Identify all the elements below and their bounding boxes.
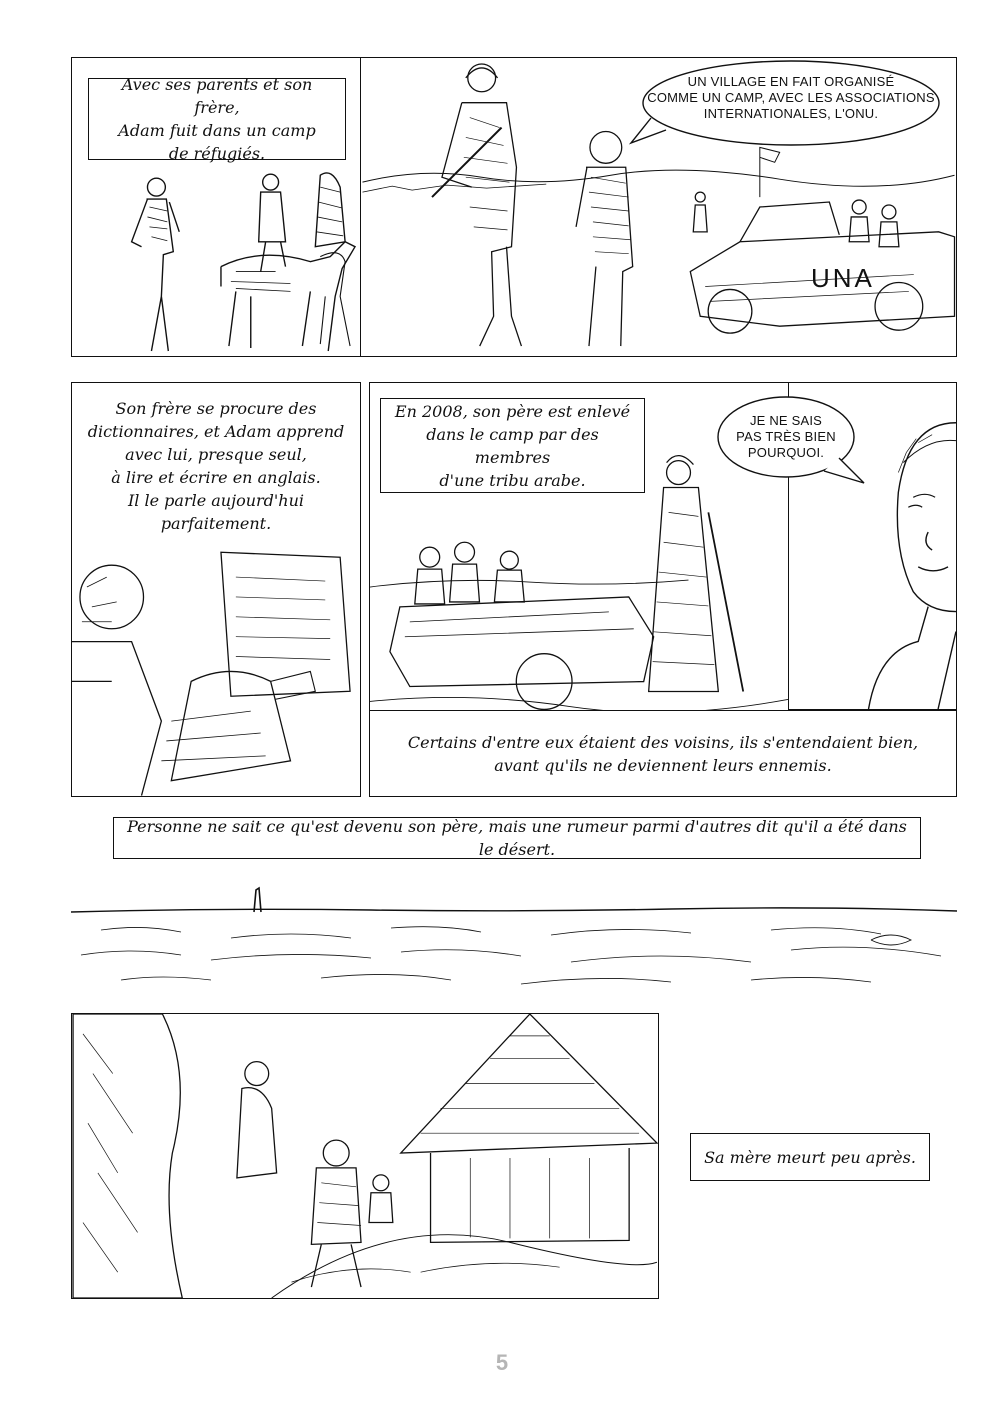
caption-family-fleeing [88,75,346,163]
caption-text: Personne ne sait ce qu'est devenu son père, mais une rumeur parmi d'autres dit qu'il a été dans le désert. [127,817,907,859]
panel-learning-english [71,382,361,797]
speech-bubble-un-village [641,58,951,158]
caption-text: Certains d'entre eux étaient des voisins, ils s'entendaient bien, avant qu'ils ne deviennent leurs ennemis. [407,732,919,775]
caption-text: Avec ses parents et son frère, Adam fuit dans un camp de réfugiés. [118,75,316,163]
panel-mother-dies [71,1013,659,1299]
panel-refugee-camp [361,57,957,357]
desert-illustration [71,880,957,990]
panel-desert-landscape [71,880,957,990]
caption-neighbors-enemies [369,710,957,797]
caption-text: Sa mère meurt peu après. [704,1147,916,1167]
speech-bubble-dont-know [714,393,874,488]
vehicle-un-marking: UNA [811,263,875,293]
caption-father-abducted [380,398,645,493]
caption-father-desert [113,817,921,859]
caption-mother-dies [690,1133,930,1181]
caption-text: Son frère se procure des dictionnaires, et Adam apprend avec lui, presque seul, à lire et écrire en anglais. Il le parle aujourd'hui parfaitement. [87,399,345,533]
caption-text: En 2008, son père est enlevé dans le camp par des membres d'une tribu arabe. [394,401,631,490]
panel-family-fleeing [71,57,361,357]
bubble-text: UN VILLAGE EN FAIT ORGANISÉ COMME UN CAMP, AVEC LES ASSOCIATIONS INTERNATIONALES, L'ONU. [647,74,935,121]
hut-illustration [72,1014,658,1298]
panel-adam-face [736,382,957,710]
caption-learning-english [78,397,354,535]
bubble-text: JE NE SAIS PAS TRÈS BIEN POURQUOI. [736,413,836,460]
page-number: 5 [495,1350,509,1375]
